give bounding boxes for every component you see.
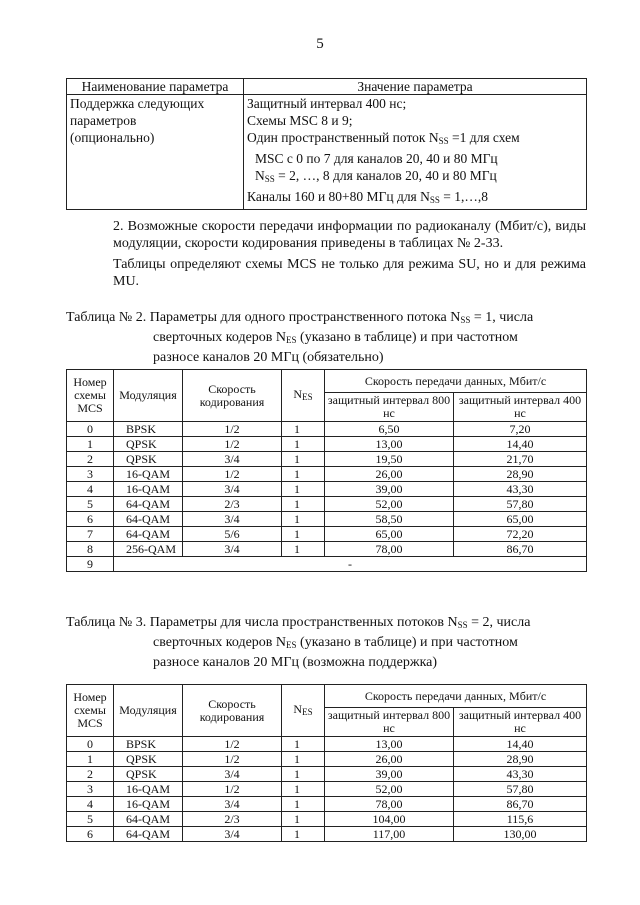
header-coding-rate: Скорость кодирования <box>183 685 282 737</box>
coding-rate-cell: 1/2 <box>183 422 282 437</box>
table-row <box>67 737 587 752</box>
coding-rate-cell: 1/2 <box>183 467 282 482</box>
paragraph-text: Таблицы определяют схемы MCS не только для режима SU, но и для режима MU. <box>113 257 586 289</box>
table-row <box>67 542 587 557</box>
table-row <box>67 752 587 767</box>
mcs-cell: 5 <box>67 497 114 512</box>
coding-rate-cell: 3/4 <box>183 452 282 467</box>
caption-line: разносе каналов 20 МГц (обязательно) <box>153 350 384 365</box>
coding-rate-cell: 1/2 <box>183 437 282 452</box>
caption-line: сверточных кодеров $N_{ES}$ (указано в таблице) и при частотном <box>153 330 518 345</box>
param-value-line: Защитный интервал 400 нс; <box>247 96 407 111</box>
modulation-cell: BPSK <box>114 737 183 752</box>
coding-rate-cell: 3/4 <box>183 797 282 812</box>
rate-gi-400-cell: 65,00 <box>454 512 587 527</box>
modulation-cell: 16-QAM <box>114 782 183 797</box>
nes-cell: 1 <box>282 437 325 452</box>
modulation-cell: BPSK <box>114 422 183 437</box>
table-row <box>67 512 587 527</box>
rate-gi-800-cell: 58,50 <box>325 512 454 527</box>
rate-gi-800-cell: 104,00 <box>325 812 454 827</box>
rate-gi-800-cell: 26,00 <box>325 752 454 767</box>
mcs-cell: 9 <box>67 557 114 572</box>
modulation-cell: 64-QAM <box>114 812 183 827</box>
rate-gi-800-cell: 13,00 <box>325 737 454 752</box>
coding-rate-cell: 3/4 <box>183 512 282 527</box>
nes-cell: 1 <box>282 737 325 752</box>
header-mcs: Номер схемы MCS <box>67 685 114 737</box>
modulation-cell: 64-QAM <box>114 527 183 542</box>
table-row <box>67 95 587 210</box>
mcs-cell: 2 <box>67 452 114 467</box>
mcs-cell: 3 <box>67 782 114 797</box>
coding-rate-cell: 2/3 <box>183 497 282 512</box>
rate-gi-400-cell: 7,20 <box>454 422 587 437</box>
nes-cell: 1 <box>282 422 325 437</box>
param-name-line: параметров <box>70 113 137 128</box>
table-header-row <box>67 79 587 95</box>
modulation-cell: 16-QAM <box>114 467 183 482</box>
param-value-line: MSC с 0 по 7 для каналов 20, 40 и 80 МГц <box>255 151 498 166</box>
table-row <box>67 557 587 572</box>
rate-gi-400-cell: 14,40 <box>454 437 587 452</box>
mcs-cell: 0 <box>67 422 114 437</box>
header-param-name: Наименование параметра <box>67 79 244 95</box>
paragraph-2 <box>66 218 586 252</box>
coding-rate-cell: 3/4 <box>183 482 282 497</box>
page-number: 5 <box>316 36 324 52</box>
nes-cell: 1 <box>282 542 325 557</box>
modulation-cell: 16-QAM <box>114 797 183 812</box>
header-modulation: Модуляция <box>114 370 183 422</box>
table-row <box>67 767 587 782</box>
header-modulation: Модуляция <box>114 685 183 737</box>
table-row <box>67 467 587 482</box>
coding-rate-cell: 3/4 <box>183 767 282 782</box>
param-value-line: Каналы 160 и 80+80 МГц для $N_{SS}$ = 1,…,8 <box>247 189 489 205</box>
modulation-cell: QPSK <box>114 452 183 467</box>
param-value-line: Один пространственный поток $N_{SS} =1$ для схем <box>247 130 520 146</box>
header-coding-rate: Скорость кодирования <box>183 370 282 422</box>
rate-gi-800-cell: 39,00 <box>325 767 454 782</box>
caption-line: Таблица № 3. Параметры для числа пространственных потоков $N_{SS} = 2$, числа <box>66 615 531 630</box>
coding-rate-cell: 1/2 <box>183 737 282 752</box>
rate-gi-400-cell: 72,20 <box>454 527 587 542</box>
rate-gi-800-cell: 65,00 <box>325 527 454 542</box>
mcs-cell: 4 <box>67 482 114 497</box>
header-param-value: Значение параметра <box>244 79 587 95</box>
coding-rate-cell: 5/6 <box>183 527 282 542</box>
param-value-line: $N_{SS} = 2$, …, 8 для каналов 20, 40 и 80 МГц <box>255 168 497 184</box>
modulation-cell: QPSK <box>114 437 183 452</box>
coding-rate-cell: 2/3 <box>183 812 282 827</box>
modulation-cell: 16-QAM <box>114 482 183 497</box>
table-row <box>67 812 587 827</box>
not-supported-cell: - <box>114 557 587 572</box>
param-name-line: (опционально) <box>70 130 155 145</box>
rate-gi-400-cell: 130,00 <box>454 827 587 842</box>
table-2 <box>66 369 587 572</box>
header-gi-400: защитный интервал 400 нс <box>454 393 587 422</box>
coding-rate-cell: 1/2 <box>183 782 282 797</box>
mcs-cell: 8 <box>67 542 114 557</box>
modulation-cell: 64-QAM <box>114 497 183 512</box>
mcs-cell: 6 <box>67 827 114 842</box>
header-gi-800: защитный интервал 800 нс <box>325 708 454 737</box>
rate-gi-800-cell: 117,00 <box>325 827 454 842</box>
modulation-cell: QPSK <box>114 767 183 782</box>
coding-rate-cell: 3/4 <box>183 542 282 557</box>
table-2-caption <box>66 309 588 366</box>
mcs-cell: 7 <box>67 527 114 542</box>
nes-cell: 1 <box>282 527 325 542</box>
header-mcs: Номер схемы MCS <box>67 370 114 422</box>
param-value-line: Схемы MSC 8 и 9; <box>247 113 353 128</box>
coding-rate-cell: 3/4 <box>183 827 282 842</box>
mcs-cell: 1 <box>67 437 114 452</box>
paragraph-3 <box>66 256 586 290</box>
rate-gi-400-cell: 21,70 <box>454 452 587 467</box>
mcs-cell: 4 <box>67 797 114 812</box>
caption-line: разносе каналов 20 МГц (возможна поддержка) <box>153 655 438 670</box>
rate-gi-400-cell: 86,70 <box>454 542 587 557</box>
rate-gi-400-cell: 86,70 <box>454 797 587 812</box>
rate-gi-800-cell: 78,00 <box>325 797 454 812</box>
header-data-rate: Скорость передачи данных, Мбит/с <box>325 370 587 393</box>
table-row <box>67 827 587 842</box>
rate-gi-800-cell: 52,00 <box>325 782 454 797</box>
modulation-cell: QPSK <box>114 752 183 767</box>
table-3-caption <box>66 614 588 671</box>
mcs-cell: 3 <box>67 467 114 482</box>
mcs-cell: 6 <box>67 512 114 527</box>
mcs-cell: 1 <box>67 752 114 767</box>
table-row <box>67 437 587 452</box>
nes-cell: 1 <box>282 452 325 467</box>
rate-gi-400-cell: 115,6 <box>454 812 587 827</box>
rate-gi-800-cell: 13,00 <box>325 437 454 452</box>
rate-gi-400-cell: 57,80 <box>454 497 587 512</box>
nes-cell: 1 <box>282 812 325 827</box>
modulation-cell: 256-QAM <box>114 542 183 557</box>
header-gi-400: защитный интервал 400 нс <box>454 708 587 737</box>
nes-cell: 1 <box>282 767 325 782</box>
table-row <box>67 422 587 437</box>
rate-gi-800-cell: 78,00 <box>325 542 454 557</box>
rate-gi-800-cell: 39,00 <box>325 482 454 497</box>
rate-gi-400-cell: 28,90 <box>454 752 587 767</box>
rate-gi-400-cell: 43,30 <box>454 767 587 782</box>
table-row <box>67 452 587 467</box>
paragraph-text: 2. Возможные скорости передачи информации по радиоканалу (Мбит/с), виды модуляции, скорости кодирования приведены в таблицах № 2-33. <box>113 219 586 251</box>
rate-gi-400-cell: 28,90 <box>454 467 587 482</box>
table-row <box>67 482 587 497</box>
mcs-cell: 5 <box>67 812 114 827</box>
nes-cell: 1 <box>282 752 325 767</box>
modulation-cell: 64-QAM <box>114 512 183 527</box>
table-row <box>67 797 587 812</box>
header-nes: $N_{ES}$ <box>282 370 325 422</box>
nes-cell: 1 <box>282 467 325 482</box>
rate-gi-800-cell: 19,50 <box>325 452 454 467</box>
nes-cell: 1 <box>282 782 325 797</box>
table-row <box>67 782 587 797</box>
caption-line: сверточных кодеров $N_{ES}$ (указано в таблице) и при частотном <box>153 635 518 650</box>
header-data-rate: Скорость передачи данных, Мбит/с <box>325 685 587 708</box>
modulation-cell: 64-QAM <box>114 827 183 842</box>
table-row <box>67 497 587 512</box>
rate-gi-400-cell: 57,80 <box>454 782 587 797</box>
param-name-cell <box>67 95 244 210</box>
mcs-cell: 0 <box>67 737 114 752</box>
coding-rate-cell: 1/2 <box>183 752 282 767</box>
rate-gi-400-cell: 43,30 <box>454 482 587 497</box>
param-name-line: Поддержка следующих <box>70 96 205 111</box>
nes-cell: 1 <box>282 482 325 497</box>
nes-cell: 1 <box>282 827 325 842</box>
mcs-cell: 2 <box>67 767 114 782</box>
rate-gi-800-cell: 52,00 <box>325 497 454 512</box>
nes-cell: 1 <box>282 497 325 512</box>
rate-gi-400-cell: 14,40 <box>454 737 587 752</box>
table-3 <box>66 684 587 842</box>
caption-line: Таблица № 2. Параметры для одного пространственного потока $N_{SS} = 1$, числа <box>66 310 534 325</box>
header-gi-800: защитный интервал 800 нс <box>325 393 454 422</box>
nes-cell: 1 <box>282 512 325 527</box>
rate-gi-800-cell: 6,50 <box>325 422 454 437</box>
nes-cell: 1 <box>282 797 325 812</box>
rate-gi-800-cell: 26,00 <box>325 467 454 482</box>
header-nes: $N_{ES}$ <box>282 685 325 737</box>
param-value-cell <box>244 95 587 210</box>
table-row <box>67 527 587 542</box>
parameter-table <box>66 78 587 210</box>
